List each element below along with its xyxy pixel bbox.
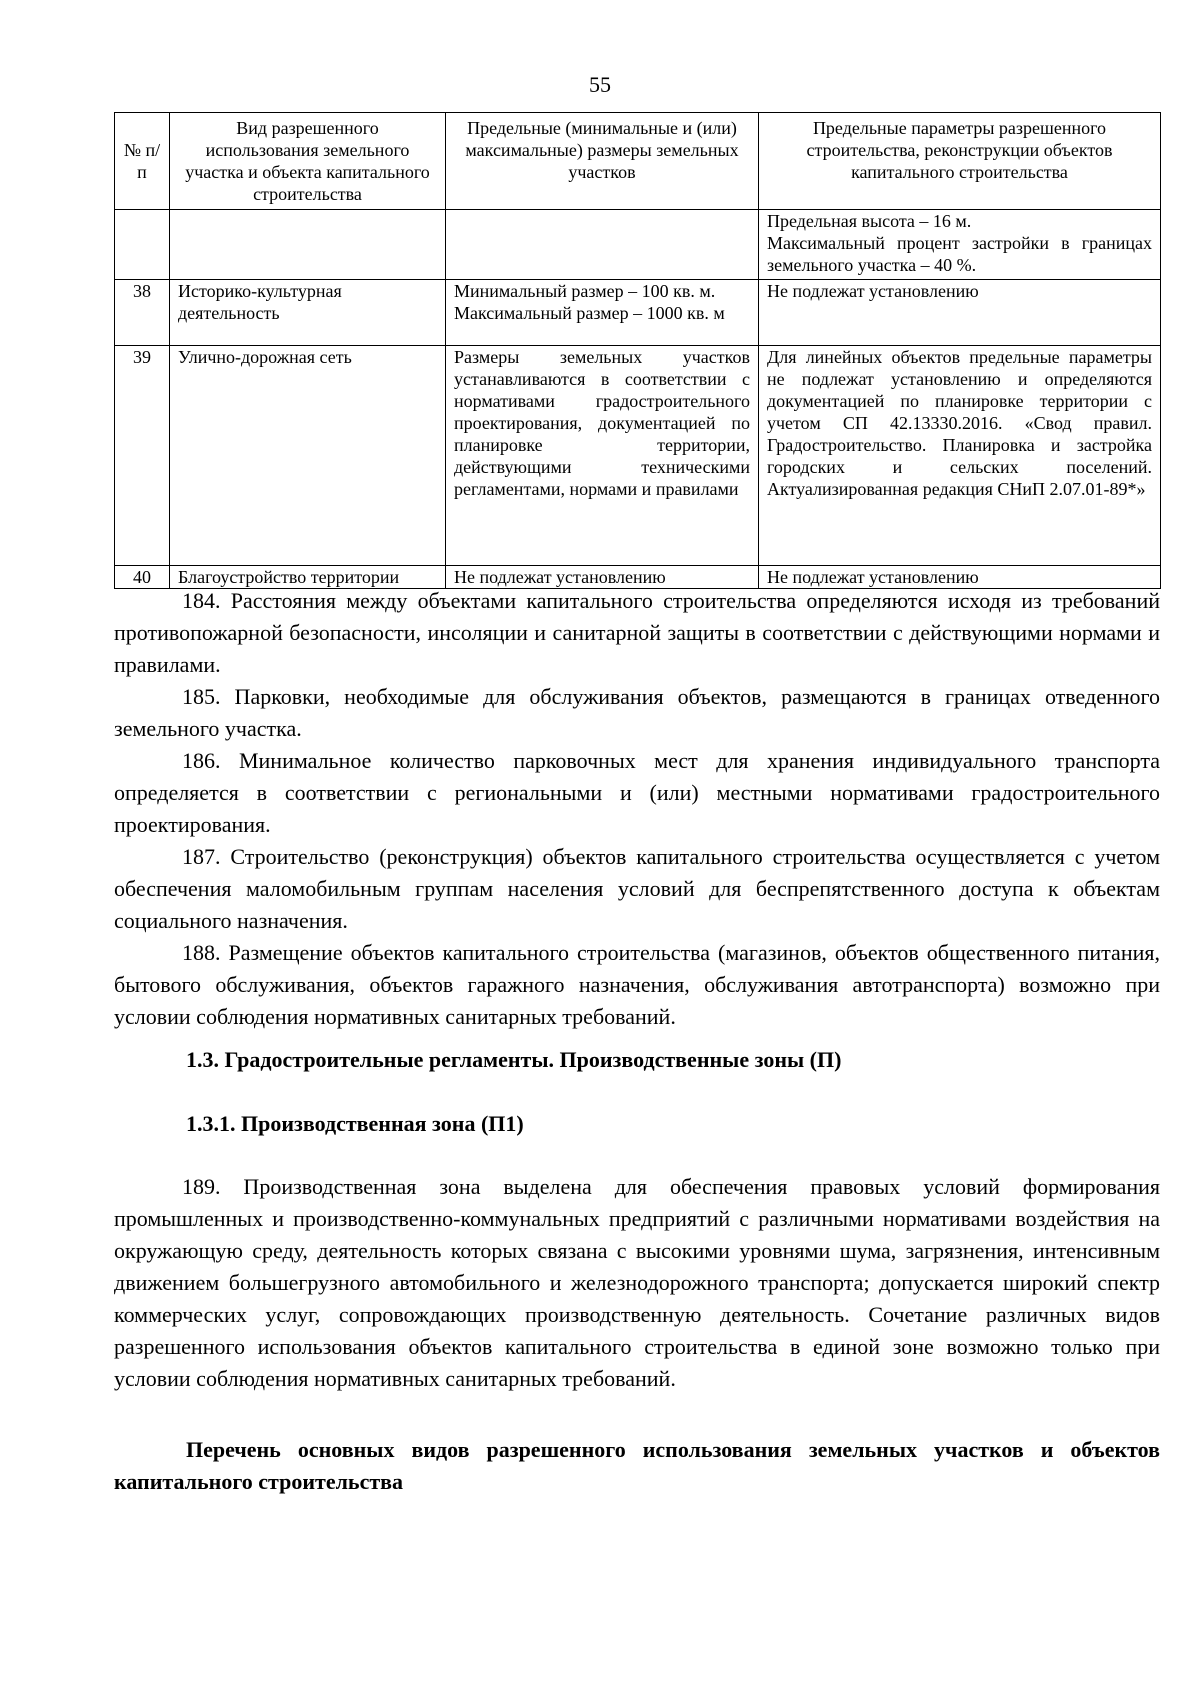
row-params-line: Предельная высота – 16 м. bbox=[767, 211, 972, 231]
row-plot-size-line: Максимальный размер – 1000 кв. м bbox=[454, 303, 725, 323]
paragraph-186: 186. Минимальное количество парковочных мест для хранения индивидуального транспорта определяется в соответствии с региональными и (или) местными нормативами градостроительного проектирования. bbox=[114, 748, 1160, 837]
row-use-type: Улично-дорожная сеть bbox=[170, 346, 446, 566]
table-row bbox=[115, 280, 1161, 346]
row-use-type: Благоустройство территории bbox=[170, 566, 446, 589]
section-heading-1-3-1: 1.3.1. Производственная зона (П1) bbox=[186, 1111, 524, 1136]
row-plot-size-line: Не подлежат установлению bbox=[454, 567, 666, 587]
list-title-heading: Перечень основных видов разрешенного использования земельных участков и объектов капитального строительства bbox=[114, 1437, 1160, 1494]
page-number: 55 bbox=[589, 72, 611, 97]
row-num: 40 bbox=[115, 566, 170, 589]
row-params bbox=[759, 210, 1161, 280]
row-num: 39 bbox=[115, 346, 170, 566]
section-heading-1-3: 1.3. Градостроительные регламенты. Производственные зоны (П) bbox=[186, 1047, 842, 1072]
table-row bbox=[115, 346, 1161, 566]
row-plot-size bbox=[446, 346, 759, 566]
row-plot-size bbox=[446, 210, 759, 280]
paragraphs-block-2 bbox=[114, 1171, 1160, 1395]
row-params-line: Для линейных объектов предельные параметры не подлежат установлению и определяются документацией по планировке территории с учетом СП 42.13330.2016. «Свод правил. Градостроительство. Планировка и застройка городских и сельских поселений. Актуализированная редакция СНиП 2.07.01-89*» bbox=[767, 347, 1152, 499]
row-use-type: Историко-культурная деятельность bbox=[170, 280, 446, 346]
row-params-line: Максимальный процент застройки в границах земельного участка – 40 %. bbox=[767, 233, 1152, 275]
row-plot-size-line: Минимальный размер – 100 кв. м. bbox=[454, 281, 716, 301]
paragraph-184: 184. Расстояния между объектами капитального строительства определяются исходя из требований противопожарной безопасности, инсоляции и санитарной защиты в соответствии с действующими нормами и правилами. bbox=[114, 588, 1160, 677]
table-body bbox=[115, 210, 1161, 589]
row-num: 38 bbox=[115, 280, 170, 346]
row-use-type bbox=[170, 210, 446, 280]
regulations-table bbox=[114, 112, 1161, 589]
row-num bbox=[115, 210, 170, 280]
row-plot-size bbox=[446, 280, 759, 346]
paragraph-189: 189. Производственная зона выделена для обеспечения правовых условий формирования промышленных и производственно-коммунальных предприятий с различными нормативами воздействия на окружающую среду, деятельность которых связана с высокими уровнями шума, загрязнения, интенсивным движением большегрузного автомобильного и железнодорожного транспорта; допускается широкий спектр коммерческих услуг, сопровождающих производственную деятельность. Сочетание различных видов разрешенного использования объектов капитального строительства в единой зоне возможно только при условии соблюдения нормативных санитарных требований. bbox=[114, 1174, 1160, 1391]
row-params-line: Не подлежат установлению bbox=[767, 281, 979, 301]
table-header-row bbox=[115, 113, 1161, 210]
header-use-type: Вид разрешенного использования земельного участка и объекта капитального строительства bbox=[170, 113, 446, 210]
paragraph-185: 185. Парковки, необходимые для обслуживания объектов, размещаются в границах отведенного земельного участка. bbox=[114, 684, 1160, 741]
header-plot-size: Предельные (минимальные и (или) максимальные) размеры земельных участков bbox=[446, 113, 759, 210]
table-header bbox=[115, 113, 1161, 210]
header-num: № п/п bbox=[115, 113, 170, 210]
paragraph-188: 188. Размещение объектов капитального строительства (магазинов, объектов общественного питания, бытового обслуживания, объектов гаражного назначения, обслуживания автотранспорта) возможно при условии соблюдения нормативных санитарных требований. bbox=[114, 940, 1160, 1029]
table-row bbox=[115, 210, 1161, 280]
paragraphs-block-1 bbox=[114, 585, 1160, 1033]
paragraph-187: 187. Строительство (реконструкция) объектов капитального строительства осуществляется с учетом обеспечения маломобильным группам населения условий для беспрепятственного доступа к объектам социального назначения. bbox=[114, 844, 1160, 933]
row-plot-size-line: Размеры земельных участков устанавливаются в соответствии с нормативами градостроительного проектирования, документацией по планировке территории, действующими техническими регламентами, нормами и правилами bbox=[454, 347, 750, 499]
row-params bbox=[759, 280, 1161, 346]
header-params: Предельные параметры разрешенного строительства, реконструкции объектов капитального строительства bbox=[759, 113, 1161, 210]
row-params bbox=[759, 346, 1161, 566]
row-params-line: Не подлежат установлению bbox=[767, 567, 979, 587]
